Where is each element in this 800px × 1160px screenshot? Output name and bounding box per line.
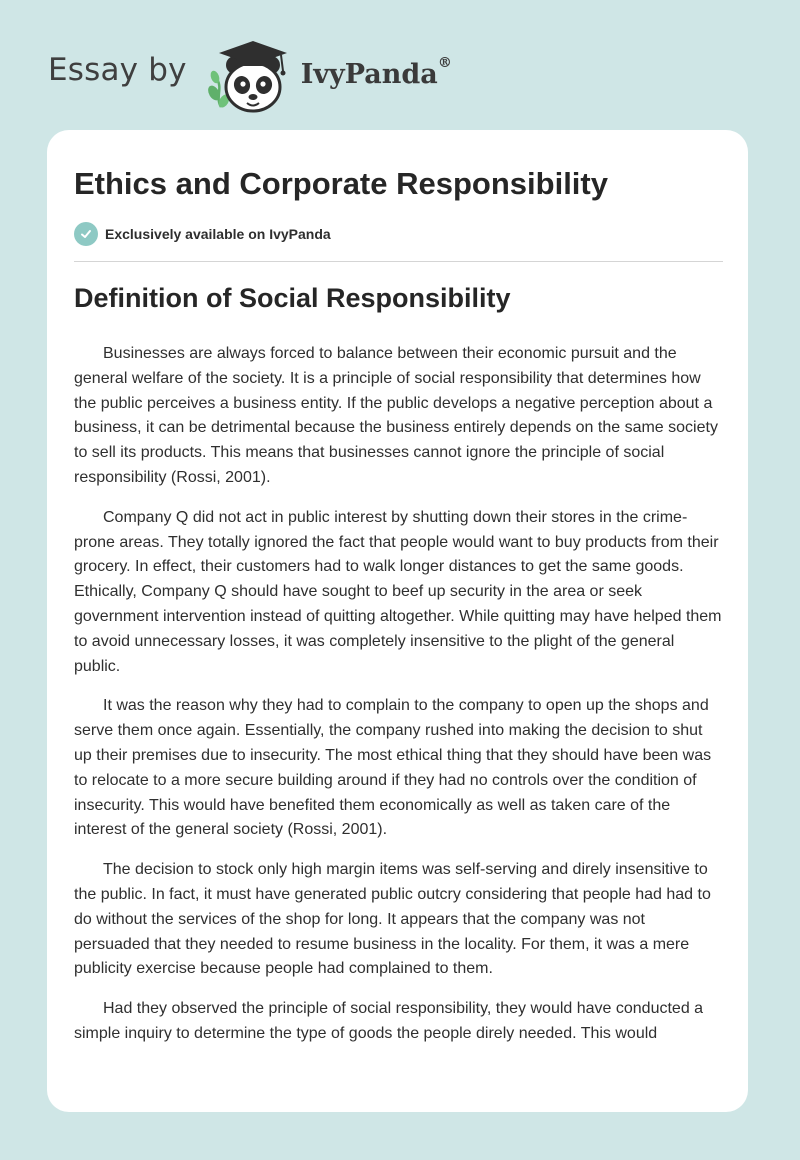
site-header	[48, 28, 452, 118]
divider	[74, 261, 723, 262]
ivypanda-logo[interactable]	[201, 31, 297, 115]
paragraph: Company Q did not act in public interest by shutting down their stores in the crime-prone areas. They totally ignored the fact that people would want to buy products from their grocery. In effect, their customers had to walk longer distances to get the same goods. Ethically, Company Q should have sought to beef up security in the area or seek government intervention instead of quitting altogether. While quitting may have helped them to avoid unnecessary losses, it was completely insensitive to the plight of the general public.	[74, 508, 722, 675]
paragraph: Had they observed the principle of social responsibility, they would have conducted a simple inquiry to determine the type of goods the people direly needed. This would	[74, 1000, 704, 1042]
panda-mascot-icon	[201, 31, 297, 115]
paragraph: Businesses are always forced to balance between their economic pursuit and the general welfare of the society. It is a principle of social responsibility that determines how the public perceives a business entity. If the public develops a negative perception about a business, it can be detrimental because the business entirely depends on the same society to sell its products. This means that businesses cannot ignore the principle of social responsibility (Rossi, 2001).	[74, 345, 718, 486]
checkmark-icon	[74, 222, 98, 246]
essay-card	[47, 130, 748, 1112]
brand-name[interactable]	[300, 54, 452, 90]
badge-text: Exclusively available on IvyPanda	[105, 226, 331, 242]
page-title: Ethics and Corporate Responsibility	[74, 166, 608, 201]
essay-body	[74, 342, 724, 1062]
exclusive-badge	[74, 222, 331, 246]
section-title: Definition of Social Responsibility	[74, 283, 511, 313]
registered-mark: ®	[437, 54, 452, 71]
paragraph: It was the reason why they had to complain to the company to open up the shops and serve them once again. Essentially, the company rushed into making the decision to shut up their premises due to insecurity. The most ethical thing that they should have been was to relocate to a more secure building around if they had no controls over the condition of insecurity. This would have benefited them economically as well as taken care of the interest of the general society (Rossi, 2001).	[74, 697, 712, 839]
paragraph: The decision to stock only high margin items was self-serving and direly insensitive to the public. In fact, it must have generated public outcry considering that people had had to do without the services of the shop for long. It appears that the company was not persuaded that they needed to resume business in the locality. For them, it was a mere publicity exercise because people had complained to them.	[74, 861, 711, 978]
essay-by-label: Essay by	[48, 52, 187, 88]
brand-text: IvyPanda	[300, 58, 438, 90]
